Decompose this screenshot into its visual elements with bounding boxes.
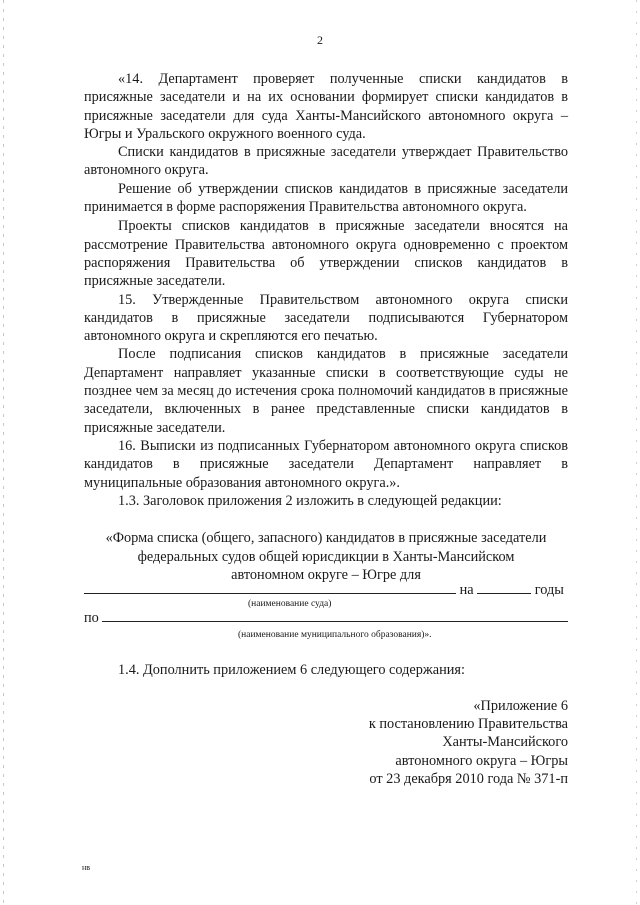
- blank-municipality: [102, 609, 568, 622]
- paragraph: 16. Выписки из подписанных Губернатором автономного округа списков кандидатов в присяжные заседатели Департамент направляет в муниципальные образования автономного округа.».: [84, 437, 568, 491]
- paragraph: Решение об утверждении списков кандидатов в присяжные заседатели принимается в форме распоряжения Правительства автономного округа.: [84, 180, 568, 216]
- form-title-line: «Форма списка (общего, запасного) кандидатов в присяжные заседатели: [105, 530, 547, 546]
- appendix-line: от 23 декабря 2010 года № 371-п: [369, 770, 568, 787]
- court-line: [84, 581, 564, 599]
- form-title: [84, 529, 568, 585]
- municipality-line: [84, 609, 568, 627]
- blank-years: [477, 581, 531, 594]
- word-po: по: [84, 610, 99, 626]
- paragraph: 15. Утвержденные Правительством автономного округа списки кандидатов в присяжные заседатели подписываются Губернатором автономного округа и скрепляются его печатью.: [84, 291, 568, 345]
- caption-municipality: (наименование муниципального образования)».: [238, 630, 432, 640]
- form-title-line: автономном округе – Югре для: [231, 567, 421, 583]
- appendix-line: Ханты-Мансийского: [442, 734, 568, 751]
- page-number: 2: [317, 33, 323, 47]
- paragraph: Списки кандидатов в присяжные заседатели утверждает Правительство автономного округа.: [84, 144, 568, 179]
- word-years: годы: [534, 582, 564, 598]
- paragraph: После подписания списков кандидатов в присяжные заседатели Департамент направляет указанные списки в соответствующие суды не позднее чем за месяц до истечения срока полномочий кандидатов в присяжные заседатели, включенных в ранее представленные списки кандидатов в присяжные заседатели.: [84, 346, 568, 436]
- paragraph: Проекты списков кандидатов в присяжные заседатели вносятся на рассмотрение Правительства автономного округа одновременно с проектом распоряжения Правительства об утверждении списков кандидатов в присяжные заседатели.: [84, 218, 568, 290]
- paragraph-1-4: 1.4. Дополнить приложением 6 следующего содержания:: [118, 662, 465, 678]
- scan-edge-left: [3, 0, 4, 905]
- word-na: на: [459, 582, 474, 598]
- paragraph: «14. Департамент проверяет полученные списки кандидатов в присяжные заседатели и на их основании формирует списки кандидатов в присяжные заседатели для суда Ханты-Мансийского автономного округа – Югры и Уральского окружного военного суда.: [84, 71, 568, 142]
- appendix-line: «Приложение 6: [473, 698, 568, 714]
- appendix-line: к постановлению Правительства: [368, 716, 568, 733]
- paragraph: 1.3. Заголовок приложения 2 изложить в следующей редакции:: [118, 492, 502, 509]
- appendix-header: [369, 697, 568, 788]
- form-title-line: федеральных судов общей юрисдикции в Ханты-Мансийском: [137, 548, 515, 565]
- main-text: [84, 70, 568, 510]
- footer-mark: нв: [82, 863, 91, 872]
- appendix-line: автономного округа – Югры: [395, 752, 568, 769]
- blank-court: [84, 581, 456, 594]
- caption-court: (наименование суда): [248, 599, 332, 609]
- scan-edge-right: [636, 0, 637, 905]
